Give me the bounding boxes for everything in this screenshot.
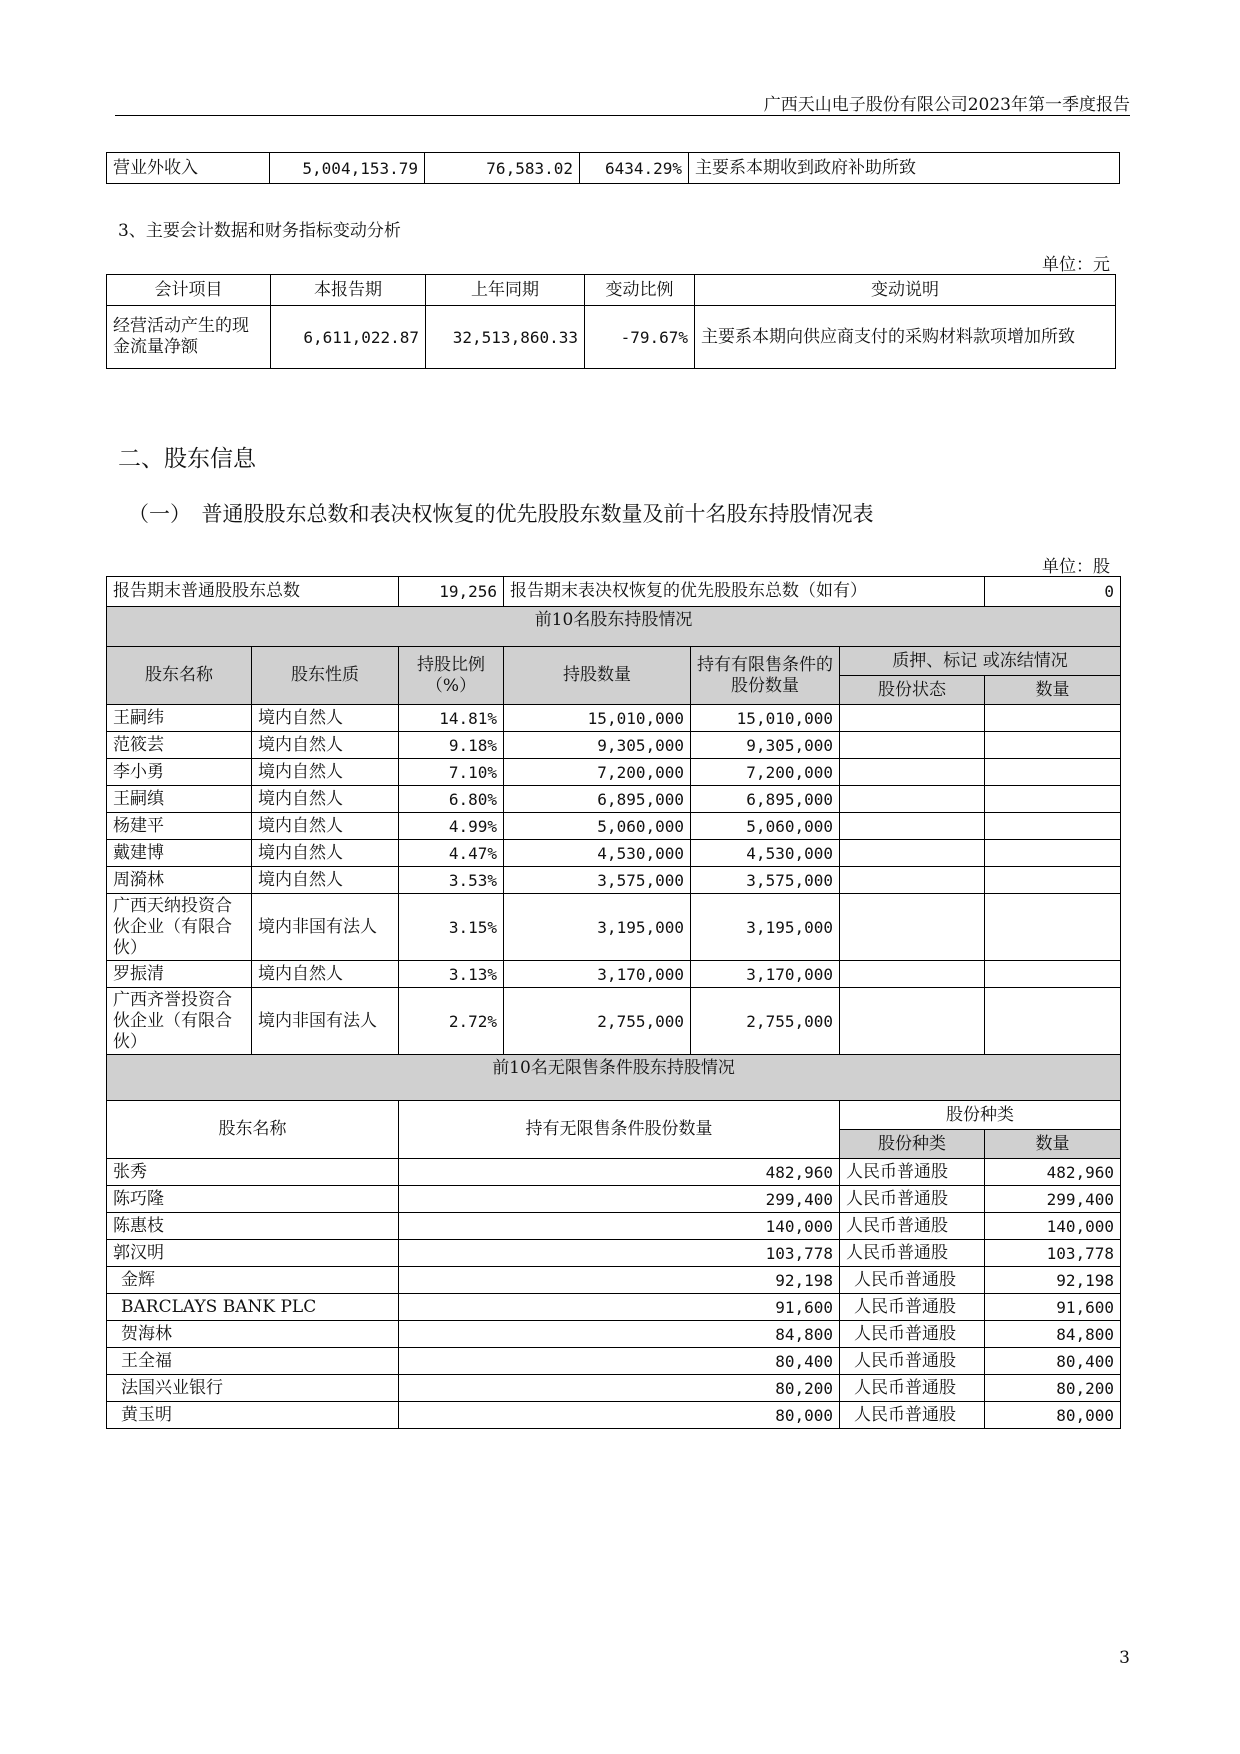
pledge-status <box>840 894 985 961</box>
share-type: 人民币普通股 <box>840 1321 985 1348</box>
shareholder-name: 罗振清 <box>107 961 252 988</box>
header-item: 会计项目 <box>107 275 271 306</box>
unrestricted-quantity: 80,400 <box>399 1348 840 1375</box>
pledge-amount <box>985 988 1121 1055</box>
pledge-amount <box>985 813 1121 840</box>
header-qty: 持股数量 <box>504 647 691 705</box>
section-title-row <box>107 1055 1121 1101</box>
holding-quantity: 4,530,000 <box>504 840 691 867</box>
header-current: 本报告期 <box>271 275 426 306</box>
restricted-quantity: 2,755,000 <box>691 988 840 1055</box>
header-unrestricted-amount: 数量 <box>985 1130 1121 1159</box>
shareholder-name: 王全福 <box>107 1348 399 1375</box>
table-row <box>107 1186 1121 1213</box>
table-row <box>107 1159 1121 1186</box>
shareholder-name: 戴建博 <box>107 840 252 867</box>
table-row <box>107 1267 1121 1294</box>
pledge-amount <box>985 894 1121 961</box>
header-ratio: 变动比例 <box>585 275 695 306</box>
unrestricted-quantity: 92,198 <box>399 1267 840 1294</box>
table-row <box>107 759 1121 786</box>
table-row <box>107 894 1121 961</box>
holding-quantity: 3,575,000 <box>504 867 691 894</box>
shareholder-name: 王嗣纬 <box>107 705 252 732</box>
pledge-status <box>840 988 985 1055</box>
table-row <box>107 1375 1121 1402</box>
pledge-amount <box>985 840 1121 867</box>
shareholder-nature: 境内自然人 <box>252 840 399 867</box>
header-amount: 数量 <box>985 676 1121 705</box>
shareholder-name: 陈巧隆 <box>107 1186 399 1213</box>
share-amount: 103,778 <box>985 1240 1121 1267</box>
table-row <box>107 705 1121 732</box>
table-row <box>107 306 1116 369</box>
subsection1-title: （一） 普通股股东总数和表决权恢复的优先股股东数量及前十名股东持股情况表 <box>128 502 874 526</box>
table-row <box>107 1213 1121 1240</box>
share-amount: 80,000 <box>985 1402 1121 1429</box>
change-explanation: 主要系本期向供应商支付的采购材料款项增加所致 <box>695 306 1116 369</box>
share-type: 人民币普通股 <box>840 1375 985 1402</box>
unrestricted-title: 前10名无限售条件股东持股情况 <box>107 1055 1121 1101</box>
pledge-status <box>840 759 985 786</box>
share-amount: 91,600 <box>985 1294 1121 1321</box>
section2-title: 二、股东信息 <box>118 446 256 472</box>
header-unrestricted-qty: 持有无限售条件股份数量 <box>399 1101 840 1159</box>
shareholder-nature: 境内自然人 <box>252 813 399 840</box>
page-header-title: 广西天山电子股份有限公司2023年第一季度报告 <box>763 95 1130 115</box>
table-row <box>107 813 1121 840</box>
shareholder-nature: 境内自然人 <box>252 961 399 988</box>
shareholder-name: 郭汉明 <box>107 1240 399 1267</box>
unrestricted-quantity: 482,960 <box>399 1159 840 1186</box>
section-title-row <box>107 607 1121 647</box>
table-row <box>107 153 1120 184</box>
shareholder-name: 李小勇 <box>107 759 252 786</box>
holding-ratio: 3.15% <box>399 894 504 961</box>
restricted-quantity: 5,060,000 <box>691 813 840 840</box>
shareholder-name: 法国兴业银行 <box>107 1375 399 1402</box>
shareholder-nature: 境内自然人 <box>252 786 399 813</box>
shareholder-name: 广西天纳投资合伙企业（有限合伙） <box>107 894 252 961</box>
item-name: 营业外收入 <box>107 153 270 184</box>
holding-ratio: 3.53% <box>399 867 504 894</box>
holding-quantity: 3,170,000 <box>504 961 691 988</box>
pledge-amount <box>985 961 1121 988</box>
pledge-status <box>840 786 985 813</box>
item-name: 经营活动产生的现金流量净额 <box>107 306 271 369</box>
share-type: 人民币普通股 <box>840 1240 985 1267</box>
shareholder-name: 金辉 <box>107 1267 399 1294</box>
shareholder-nature: 境内自然人 <box>252 867 399 894</box>
restricted-quantity: 6,895,000 <box>691 786 840 813</box>
holding-ratio: 3.13% <box>399 961 504 988</box>
share-amount: 140,000 <box>985 1213 1121 1240</box>
share-amount: 482,960 <box>985 1159 1121 1186</box>
table-header-row <box>107 647 1121 676</box>
holding-ratio: 9.18% <box>399 732 504 759</box>
restricted-quantity: 15,010,000 <box>691 705 840 732</box>
shareholder-name: 张秀 <box>107 1159 399 1186</box>
header-unrestricted-name: 股东名称 <box>107 1101 399 1159</box>
restricted-quantity: 4,530,000 <box>691 840 840 867</box>
shareholder-name: 范筱芸 <box>107 732 252 759</box>
unit-label-yuan: 单位：元 <box>1042 255 1110 275</box>
shareholder-nature: 境内自然人 <box>252 732 399 759</box>
non-operating-income-table <box>106 152 1120 184</box>
share-type: 人民币普通股 <box>840 1186 985 1213</box>
holding-ratio: 6.80% <box>399 786 504 813</box>
table-header-row <box>107 275 1116 306</box>
shareholder-nature: 境内非国有法人 <box>252 988 399 1055</box>
shareholder-name: 黄玉明 <box>107 1402 399 1429</box>
unit-label-shares: 单位：股 <box>1042 557 1110 577</box>
holding-quantity: 6,895,000 <box>504 786 691 813</box>
total-shareholders-label: 报告期末普通股股东总数 <box>107 577 399 607</box>
share-type: 人民币普通股 <box>840 1402 985 1429</box>
share-amount: 80,200 <box>985 1375 1121 1402</box>
share-amount: 80,400 <box>985 1348 1121 1375</box>
pledge-status <box>840 961 985 988</box>
shareholder-name: 陈惠枝 <box>107 1213 399 1240</box>
table-row <box>107 961 1121 988</box>
page-number: 3 <box>1119 1648 1130 1668</box>
unrestricted-quantity: 103,778 <box>399 1240 840 1267</box>
unrestricted-quantity: 84,800 <box>399 1321 840 1348</box>
pledge-status <box>840 867 985 894</box>
pledge-amount <box>985 786 1121 813</box>
holding-quantity: 3,195,000 <box>504 894 691 961</box>
unrestricted-quantity: 140,000 <box>399 1213 840 1240</box>
unrestricted-quantity: 91,600 <box>399 1294 840 1321</box>
preferred-shareholders-label: 报告期末表决权恢复的优先股股东总数（如有） <box>504 577 985 607</box>
shareholder-name: 广西齐誉投资合伙企业（有限合伙） <box>107 988 252 1055</box>
share-amount: 92,198 <box>985 1267 1121 1294</box>
financial-indicator-change-table <box>106 274 1116 369</box>
shareholder-name: 杨建平 <box>107 813 252 840</box>
section3-title: 3、主要会计数据和财务指标变动分析 <box>118 221 401 241</box>
shareholder-nature: 境内自然人 <box>252 759 399 786</box>
table-row <box>107 867 1121 894</box>
prior-period-value: 76,583.02 <box>425 153 580 184</box>
table-row <box>107 1348 1121 1375</box>
holding-ratio: 7.10% <box>399 759 504 786</box>
holding-quantity: 5,060,000 <box>504 813 691 840</box>
table-row <box>107 1321 1121 1348</box>
table-header-row <box>107 1101 1121 1130</box>
table-row <box>107 1402 1121 1429</box>
unrestricted-quantity: 80,200 <box>399 1375 840 1402</box>
pledge-status <box>840 840 985 867</box>
header-status: 股份状态 <box>840 676 985 705</box>
change-ratio: -79.67% <box>585 306 695 369</box>
holding-quantity: 9,305,000 <box>504 732 691 759</box>
shareholder-nature: 境内自然人 <box>252 705 399 732</box>
table-row <box>107 1240 1121 1267</box>
restricted-quantity: 3,195,000 <box>691 894 840 961</box>
shareholder-name: 贺海林 <box>107 1321 399 1348</box>
table-row <box>107 732 1121 759</box>
pledge-amount <box>985 759 1121 786</box>
table-row <box>107 988 1121 1055</box>
restricted-quantity: 3,575,000 <box>691 867 840 894</box>
table-row <box>107 1294 1121 1321</box>
unrestricted-quantity: 299,400 <box>399 1186 840 1213</box>
restricted-quantity: 9,305,000 <box>691 732 840 759</box>
current-period-value: 5,004,153.79 <box>270 153 425 184</box>
header-pledge: 质押、标记 或冻结情况 <box>840 647 1121 676</box>
header-divider <box>115 115 1130 116</box>
pledge-amount <box>985 867 1121 894</box>
table-row <box>107 840 1121 867</box>
shareholder-name: 周漪林 <box>107 867 252 894</box>
header-prior: 上年同期 <box>426 275 585 306</box>
header-name: 股东名称 <box>107 647 252 705</box>
change-explanation: 主要系本期收到政府补助所致 <box>689 153 1120 184</box>
holding-quantity: 7,200,000 <box>504 759 691 786</box>
pledge-status <box>840 732 985 759</box>
holding-quantity: 15,010,000 <box>504 705 691 732</box>
summary-row <box>107 577 1121 607</box>
unrestricted-quantity: 80,000 <box>399 1402 840 1429</box>
total-shareholders-value: 19,256 <box>399 577 504 607</box>
share-type: 人民币普通股 <box>840 1159 985 1186</box>
change-ratio: 6434.29% <box>580 153 689 184</box>
current-period-value: 6,611,022.87 <box>271 306 426 369</box>
header-ratio: 持股比例（%） <box>399 647 504 705</box>
share-type: 人民币普通股 <box>840 1294 985 1321</box>
restricted-quantity: 7,200,000 <box>691 759 840 786</box>
share-type: 人民币普通股 <box>840 1213 985 1240</box>
pledge-amount <box>985 705 1121 732</box>
header-type: 股份种类 <box>840 1130 985 1159</box>
prior-period-value: 32,513,860.33 <box>426 306 585 369</box>
header-nature: 股东性质 <box>252 647 399 705</box>
pledge-status <box>840 705 985 732</box>
restricted-quantity: 3,170,000 <box>691 961 840 988</box>
share-amount: 84,800 <box>985 1321 1121 1348</box>
shareholder-name: 王嗣缜 <box>107 786 252 813</box>
preferred-shareholders-value: 0 <box>985 577 1121 607</box>
header-explanation: 变动说明 <box>695 275 1116 306</box>
holding-ratio: 2.72% <box>399 988 504 1055</box>
top10-title: 前10名股东持股情况 <box>107 607 1121 647</box>
share-amount: 299,400 <box>985 1186 1121 1213</box>
pledge-amount <box>985 732 1121 759</box>
table-row <box>107 786 1121 813</box>
header-type-group: 股份种类 <box>840 1101 1121 1130</box>
share-type: 人民币普通股 <box>840 1267 985 1294</box>
holding-ratio: 4.47% <box>399 840 504 867</box>
shareholders-table <box>106 576 1121 1429</box>
header-restricted: 持有有限售条件的股份数量 <box>691 647 840 705</box>
shareholder-nature: 境内非国有法人 <box>252 894 399 961</box>
pledge-status <box>840 813 985 840</box>
holding-ratio: 4.99% <box>399 813 504 840</box>
holding-quantity: 2,755,000 <box>504 988 691 1055</box>
holding-ratio: 14.81% <box>399 705 504 732</box>
share-type: 人民币普通股 <box>840 1348 985 1375</box>
shareholder-name: BARCLAYS BANK PLC <box>107 1294 399 1321</box>
